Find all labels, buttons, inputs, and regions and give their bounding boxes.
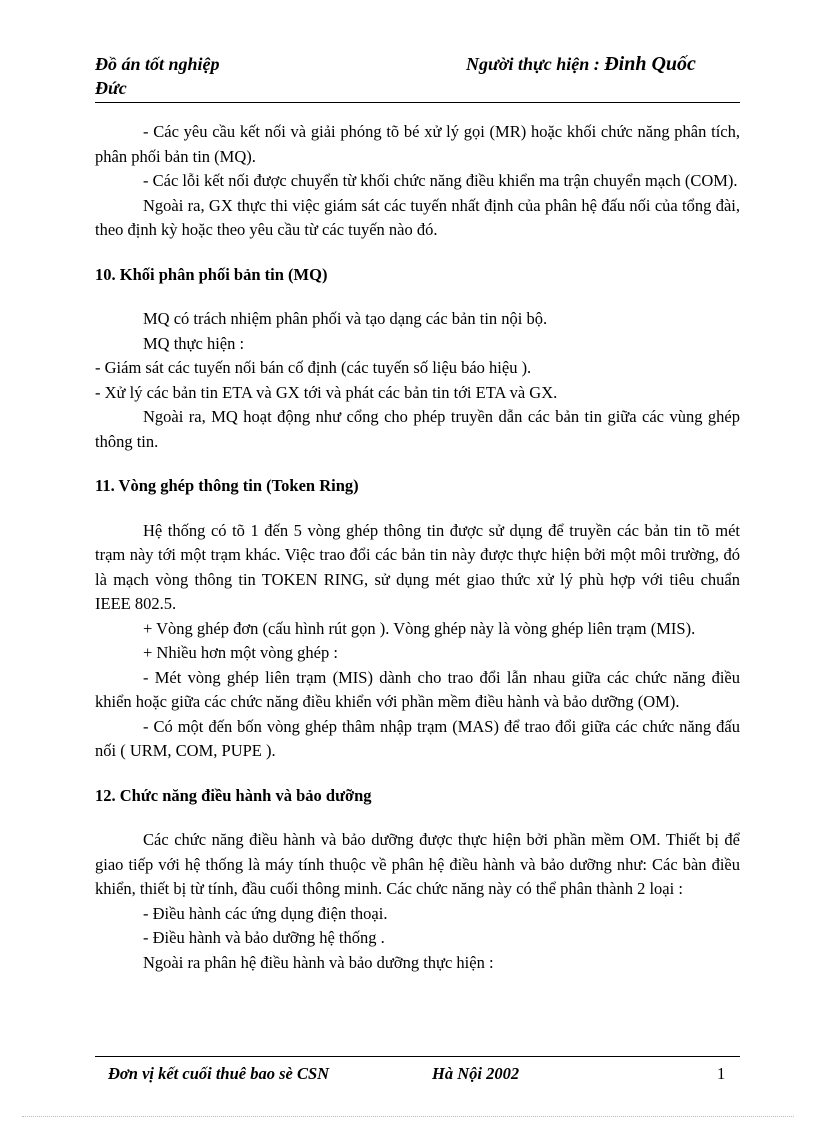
paragraph: - Các yêu cầu kết nối và giải phóng tõ bé xử lý gọi (MR) hoặc khối chức năng phân tích, phân phối bản tin (MQ). [95,122,740,166]
paragraph: - Điều hành và bảo dưỡng hệ thống . [143,928,385,947]
header-right [466,52,696,76]
paragraph: - Giám sát các tuyến nối bán cố định (các tuyến số liệu báo hiệu ). [95,358,532,377]
header-author-continuation: Đức [95,78,127,98]
page-body [95,120,740,975]
paragraph: - Các lỗi kết nối được chuyển từ khối chức năng điều khiển ma trận chuyển mạch (COM). [143,171,738,190]
paragraph: - Có một đến bốn vòng ghép thâm nhập trạm (MAS) để trao đổi giữa các chức năng đấu nối ( URM, COM, PUPE ). [95,716,740,760]
paragraph: + Nhiều hơn một vòng ghép : [143,643,338,662]
header-author-label: Người thực hiện : [466,54,605,74]
header-title: Đồ án tốt nghiệp [95,54,220,74]
paragraph: Ngoài ra phân hệ điều hành và bảo dưỡng thực hiện : [143,952,494,972]
paragraph: MQ thực hiện : [143,333,245,353]
paragraph: - Mét vòng ghép liên trạm (MIS) dành cho trao đổi lẫn nhau giữa các chức năng điều khiển hoặc giữa các chức năng điều khiển với phần mềm điều hành và bảo dưỡng (OM). [95,667,740,711]
paragraph: MQ có trách nhiệm phân phối và tạo dạng các bản tin nội bộ. [143,309,548,328]
header-divider [95,102,740,103]
footer-left: Đơn vị kết cuối thuê bao sè CSN [108,1064,330,1083]
page-number: 1 [717,1064,726,1083]
footer-location-date: Hà Nội 2002 [432,1064,520,1083]
page-bottom-dotted-rule [22,1116,794,1117]
paragraph: + Vòng ghép đơn (cấu hình rút gọn ). Vòng ghép này là vòng ghép liên trạm (MIS). [143,618,696,638]
footer-divider [95,1056,740,1057]
paragraph: - Xử lý các bản tin ETA và GX tới và phát các bản tin tới ETA và GX. [95,382,558,402]
paragraph: Hệ thống có tõ 1 đến 5 vòng ghép thông tin được sử dụng để truyền các bản tin tõ mét trạm này tới một trạm khác. Việc trao đổi các bản tin này được thực hiện bởi một môi trường, đó là mạch vòng thông tin TOKEN RING, sử dụng mét giao thức xử lý phù hợp với tiêu chuẩn IEEE 802.5. [95,520,740,613]
section-heading-10: 10. Khối phân phối bản tin (MQ) [95,264,328,284]
section-heading-11: 11. Vòng ghép thông tin (Token Ring) [95,476,359,495]
header-author-name: Đinh Quốc [604,53,696,75]
paragraph: Ngoài ra, GX thực thi việc giám sát các tuyến nhất định của phân hệ đấu nối của tổng đài, theo định kỳ hoặc theo yêu cầu từ các tuyến nào đó. [95,195,740,239]
paragraph: - Điều hành các ứng dụng điện thoại. [143,903,388,923]
paragraph: Các chức năng điều hành và bảo dưỡng được thực hiện bởi phần mềm OM. Thiết bị để giao tiếp với hệ thống là máy tính thuộc về phân hệ điều hành và bảo dưỡng như: Các bàn điều khiển, thiết bị từ tính, đầu cuối thông minh. Các chức năng này có thể phân thành 2 loại : [95,830,740,898]
section-heading-12: 12. Chức năng điều hành và bảo dưỡng [95,785,372,805]
header-left [95,52,220,100]
paragraph: Ngoài ra, MQ hoạt động như cổng cho phép truyền dẫn các bản tin giữa các vùng ghép thông tin. [95,407,740,451]
